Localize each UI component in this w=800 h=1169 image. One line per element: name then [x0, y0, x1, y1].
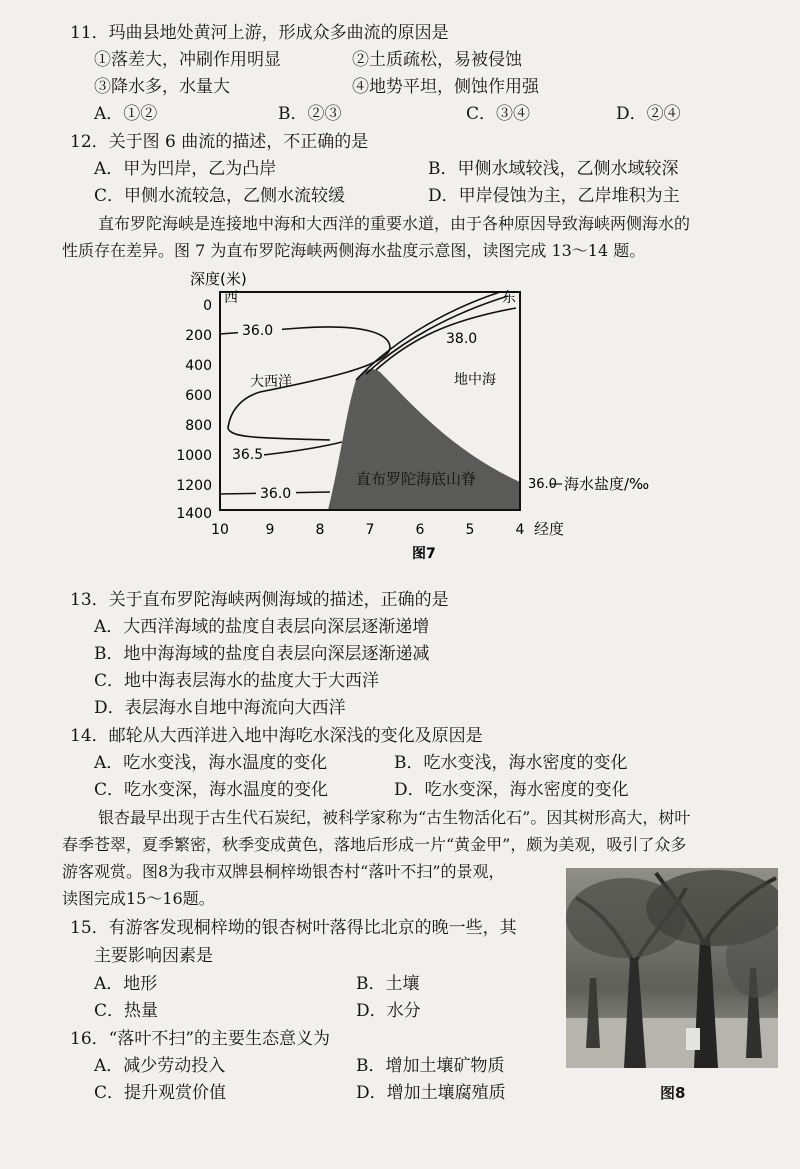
- passage1-line-1: 直布罗陀海峡是连接地中海和大西洋的重要水道，由于各种原因导致海峡两侧海水的: [98, 214, 691, 233]
- q16-option-c: C．提升观赏价值: [94, 1083, 227, 1103]
- fig7-ridge: [328, 369, 520, 510]
- q16-option-b: B．增加土壤矿物质: [356, 1056, 505, 1076]
- passage2-line-2: 春季苍翠，夏季繁密，秋季变成黄色，落地后形成一片“黄金甲”，颇为美观，吸引了众多: [62, 835, 687, 854]
- fig7-atlantic-label: 大西洋: [250, 374, 292, 390]
- fig7-x-tick-4: 4: [515, 522, 525, 538]
- figure8-trees-image: [566, 868, 778, 1068]
- q12-option-a: A．甲为凹岸，乙为凸岸: [94, 159, 277, 179]
- fig7-legend-label: 海水盐度/‰: [564, 475, 650, 493]
- q11-option-b: B．②③: [278, 104, 342, 124]
- q14-option-d: D．吃水变深，海水密度的变化: [394, 780, 629, 800]
- q12-option-c: C．甲侧水流较急，乙侧水流较缓: [94, 186, 346, 206]
- q11-option-a: A．①②: [94, 104, 158, 124]
- q15-option-a: A．地形: [94, 974, 158, 994]
- q16-stem: 16．“落叶不扫”的主要生态意义为: [70, 1029, 331, 1049]
- passage2-line-1: 银杏最早出现于古生代石炭纪，被科学家称为“古生物活化石”。因其树形高大，树叶: [98, 808, 691, 827]
- fig7-x-tick-9: 9: [265, 522, 275, 538]
- fig7-west-label: 西: [224, 290, 238, 306]
- fig7-x-axis-label: 经度: [534, 520, 565, 538]
- fig7-x-tick-10: 10: [211, 522, 229, 538]
- fig7-title: 图7: [412, 546, 436, 562]
- passage1-line-2: 性质存在差异。图 7 为直布罗陀海峡两侧海水盐度示意图，读图完成 13～14 题。: [62, 241, 646, 260]
- fig7-x-tick-7: 7: [365, 522, 375, 538]
- q15-option-c: C．热量: [94, 1001, 159, 1021]
- q15-stem-line-2: 主要影响因素是: [94, 946, 213, 966]
- fig7-y-tick-1400: 1400: [176, 506, 212, 522]
- fig7-y-tick-1000: 1000: [176, 448, 212, 464]
- q11-option-c: C．③④: [466, 104, 531, 124]
- fig7-legend-value: 36.0: [528, 477, 557, 492]
- fig7-x-tick-5: 5: [465, 522, 475, 538]
- q11-stem: 11．玛曲县地处黄河上游，形成众多曲流的原因是: [70, 23, 449, 43]
- q13-option-c: C．地中海表层海水的盐度大于大西洋: [94, 671, 380, 691]
- q15-stem-line-1: 15．有游客发现桐梓坳的银杏树叶落得比北京的晚一些，其: [70, 918, 517, 938]
- q14-option-b: B．吃水变浅，海水密度的变化: [394, 753, 628, 773]
- fig7-mediterranean-label: 地中海: [454, 372, 496, 388]
- q11-option-d: D．②④: [616, 104, 681, 124]
- figure8-photo: [566, 868, 778, 1068]
- fig7-isohaline-b: [366, 296, 508, 374]
- figure7-diagram: [150, 262, 710, 562]
- fig7-y-axis-label: 深度(米): [190, 270, 247, 288]
- q15-option-d: D．水分: [356, 1001, 421, 1021]
- fig7-east-label: 东: [502, 290, 516, 306]
- q16-option-a: A．减少劳动投入: [94, 1056, 226, 1076]
- passage2-line-4: 读图完成15～16题。: [62, 889, 215, 908]
- q14-stem: 14．邮轮从大西洋进入地中海吃水深浅的变化及原因是: [70, 726, 483, 746]
- fig7-isohaline-label-2: 38.0: [446, 331, 478, 347]
- q11-item-4: ④地势平坦，侧蚀作用强: [352, 77, 539, 97]
- fig7-x-tick-6: 6: [415, 522, 425, 538]
- q11-item-3: ③降水多，水量大: [94, 77, 230, 97]
- fig7-y-tick-800: 800: [185, 418, 212, 434]
- q12-option-b: B．甲侧水域较浅，乙侧水域较深: [428, 159, 679, 179]
- q12-option-d: D．甲岸侵蚀为主，乙岸堆积为主: [428, 186, 680, 206]
- fig7-y-tick-200: 200: [185, 328, 212, 344]
- q14-option-a: A．吃水变浅，海水温度的变化: [94, 753, 328, 773]
- q15-option-b: B．土壤: [356, 974, 420, 994]
- fig7-isohaline-a: [356, 292, 500, 380]
- fig7-isohaline-label-4: 36.0: [260, 486, 292, 502]
- q13-option-a: A．大西洋海域的盐度自表层向深层逐渐递增: [94, 617, 430, 637]
- q13-stem: 13．关于直布罗陀海峡两侧海域的描述，正确的是: [70, 590, 449, 610]
- q12-stem: 12．关于图 6 曲流的描述，不正确的是: [70, 132, 369, 152]
- fig7-x-tick-8: 8: [315, 522, 325, 538]
- q11-item-1: ①落差大，冲刷作用明显: [94, 50, 281, 70]
- fig7-y-tick-1200: 1200: [176, 478, 212, 494]
- fig7-y-tick-600: 600: [185, 388, 212, 404]
- fig7-isohaline-label-1: 36.0: [242, 323, 274, 339]
- passage2-line-3: 游客观赏。图8为我市双牌县桐梓坳银杏村“落叶不扫”的景观，: [62, 862, 505, 881]
- q13-option-d: D．表层海水自地中海流向大西洋: [94, 698, 346, 718]
- figure8-title: 图8: [660, 1084, 686, 1102]
- q14-option-c: C．吃水变深，海水温度的变化: [94, 780, 329, 800]
- fig7-isohaline-label-3: 36.5: [232, 447, 264, 463]
- q13-option-b: B．地中海海域的盐度自表层向深层逐渐递减: [94, 644, 430, 664]
- fig7-ridge-label: 直布罗陀海底山脊: [356, 470, 477, 488]
- q11-item-2: ②土质疏松，易被侵蚀: [352, 50, 522, 70]
- fig7-y-tick-400: 400: [185, 358, 212, 374]
- q16-option-d: D．增加土壤腐殖质: [356, 1083, 506, 1103]
- fig7-y-tick-0: 0: [203, 298, 212, 314]
